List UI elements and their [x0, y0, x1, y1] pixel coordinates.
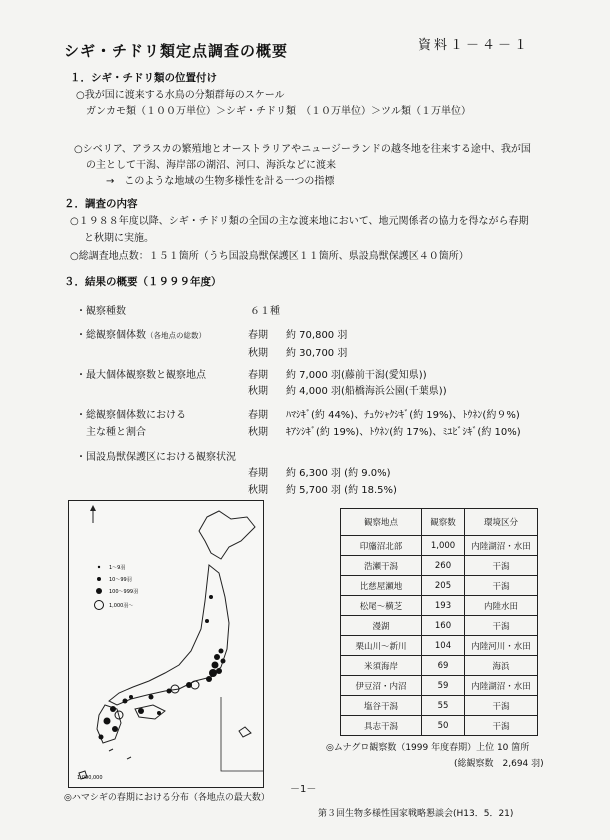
section1-scale-detail: ガンカモ類（１００万単位）＞シギ・チドリ類 （１０万単位）＞ツル類（１万単位）	[86, 106, 471, 117]
site-cell: 米須海岸	[341, 656, 422, 676]
table-caption: ◎ムナグロ観察数（1999 年度春期）上位 10 箇所	[326, 743, 530, 753]
table-row	[341, 716, 538, 736]
count-cell: 193	[422, 596, 465, 616]
count-cell: 59	[422, 676, 465, 696]
map-scale: 1:000,000	[77, 775, 103, 781]
total-count-note: （各地点の総数）	[146, 331, 206, 340]
count-cell: 69	[422, 656, 465, 676]
legend-entry: 10～99羽	[109, 577, 132, 583]
table-row	[341, 636, 538, 656]
table-header: 環境区分	[465, 509, 538, 536]
max-count-label: ・最大個体観察数と観察地点	[76, 370, 206, 381]
section1-heading: １．シギ・チドリ類の位置付け	[70, 72, 217, 84]
count-cell: 50	[422, 716, 465, 736]
table-row	[341, 656, 538, 676]
count-cell: 205	[422, 576, 465, 596]
site-cell: 漫湖	[341, 616, 422, 636]
map-caption: ◎ハマシギの春期における分布（各地点の最大数）	[64, 793, 270, 803]
species-count-value: ６１種	[250, 306, 280, 317]
max-autumn-value: 約 4,000 羽(船橋海浜公園(千葉県))	[286, 386, 447, 397]
page-title: シギ・チドリ類定点調査の概要	[64, 42, 289, 60]
section2-line1: ○１９８８年度以降、シギ・チドリ類の全国の主な渡来地において、地元関係者の協力を得ながら春期	[70, 216, 529, 227]
count-cell: 104	[422, 636, 465, 656]
habitat-cell: 内陸河川・水田	[465, 636, 538, 656]
count-cell: 160	[422, 616, 465, 636]
main-species-spring: ﾊﾏｼｷﾞ(約 44%)、ﾁｭｳｼｬｸｼｷﾞ(約 19%)、ﾄｳﾈﾝ(約９%)	[286, 410, 520, 421]
legend-entry: 100～999羽	[109, 589, 139, 595]
spring-label: 春期	[248, 370, 268, 381]
ranking-table	[340, 508, 538, 736]
legend-entry: 1,000羽～	[109, 603, 134, 609]
habitat-cell: 干潟	[465, 576, 538, 596]
autumn-label: 秋期	[248, 485, 268, 496]
count-cell: 1,000	[422, 536, 465, 556]
autumn-label: 秋期	[248, 427, 268, 438]
table-row	[341, 696, 538, 716]
main-species-autumn: ｷｱｼｼｷﾞ(約 19%)、ﾄｳﾈﾝ(約 17%)、ﾐﾕﾋﾞｼｷﾞ(約 10%)	[286, 427, 521, 438]
section2-line3: ○総調査地点数：１５１箇所（うち国設鳥獣保護区１１箇所、県設鳥獣保護区４０箇所）	[70, 251, 469, 262]
section1-bullet1: ○我が国に渡来する水鳥の分類群毎のスケール	[76, 90, 285, 101]
reserve-autumn-value: 約 5,700 羽 (約 18.5%)	[286, 485, 397, 496]
footer-meeting: 第３回生物多様性国家戦略懇談会(H13．5．21)	[318, 809, 514, 819]
distribution-map	[68, 500, 264, 788]
section2-line2: と秋期に実施。	[84, 233, 154, 244]
page-number: －1－	[290, 784, 317, 795]
site-cell: 松尾～横芝	[341, 596, 422, 616]
table-row	[341, 616, 538, 636]
main-species-label1: ・総観察個体数における	[76, 410, 186, 421]
total-spring-value: 約 70,800 羽	[286, 330, 348, 341]
section1-indicator-note: → このような地域の生物多様性を計る一つの指標	[106, 176, 335, 187]
habitat-cell: 海浜	[465, 656, 538, 676]
habitat-cell: 干潟	[465, 616, 538, 636]
table-row	[341, 676, 538, 696]
habitat-cell: 干潟	[465, 716, 538, 736]
site-cell: 印旛沼北部	[341, 536, 422, 556]
site-cell: 伊豆沼・内沼	[341, 676, 422, 696]
table-header: 観察数	[422, 509, 465, 536]
reserve-spring-value: 約 6,300 羽 (約 9.0%)	[286, 468, 391, 479]
section3-heading: ３．結果の概要（１９９９年度）	[64, 276, 222, 288]
main-species-label2: 主な種と割合	[86, 427, 146, 438]
table-total: (総観察数 2,694 羽)	[454, 759, 544, 769]
spring-label: 春期	[248, 410, 268, 421]
count-cell: 260	[422, 556, 465, 576]
spring-label: 春期	[248, 330, 268, 341]
count-cell: 55	[422, 696, 465, 716]
autumn-label: 秋期	[248, 386, 268, 397]
site-cell: 栗山川～新川	[341, 636, 422, 656]
max-spring-value: 約 7,000 羽(藤前干潟(愛知県))	[286, 370, 427, 381]
habitat-cell: 内陸水田	[465, 596, 538, 616]
table-row	[341, 536, 538, 556]
habitat-cell: 干潟	[465, 696, 538, 716]
document-reference: 資料１－４－１	[418, 38, 531, 53]
reserve-label: ・国設鳥獣保護区における観察状況	[76, 452, 236, 463]
total-count-label: ・総観察個体数（各地点の総数）	[76, 330, 206, 341]
site-cell: 具志干潟	[341, 716, 422, 736]
site-cell: 浩瀬干潟	[341, 556, 422, 576]
table-row	[341, 556, 538, 576]
section2-heading: ２．調査の内容	[64, 198, 138, 210]
total-autumn-value: 約 30,700 羽	[286, 348, 348, 359]
table-row	[341, 596, 538, 616]
legend-entry: 1～9羽	[109, 565, 126, 571]
habitat-cell: 干潟	[465, 556, 538, 576]
japan-map-graphic	[69, 501, 263, 787]
table-header: 観察地点	[341, 509, 422, 536]
table-row	[341, 576, 538, 596]
site-cell: 塩谷干潟	[341, 696, 422, 716]
section1-bullet2-line2: の主として干潟、海岸部の湖沼、河口、海浜などに渡来	[86, 160, 336, 171]
species-count-label: ・観察種数	[76, 306, 126, 317]
spring-label: 春期	[248, 468, 268, 479]
section1-bullet2-line1: ○シベリア、アラスカの繁殖地とオーストラリアやニュージーランドの越冬地を往来する途中、我が国	[74, 144, 531, 155]
site-cell: 比慈屋瀬地	[341, 576, 422, 596]
habitat-cell: 内陸湖沼・水田	[465, 676, 538, 696]
habitat-cell: 内陸湖沼・水田	[465, 536, 538, 556]
autumn-label: 秋期	[248, 348, 268, 359]
